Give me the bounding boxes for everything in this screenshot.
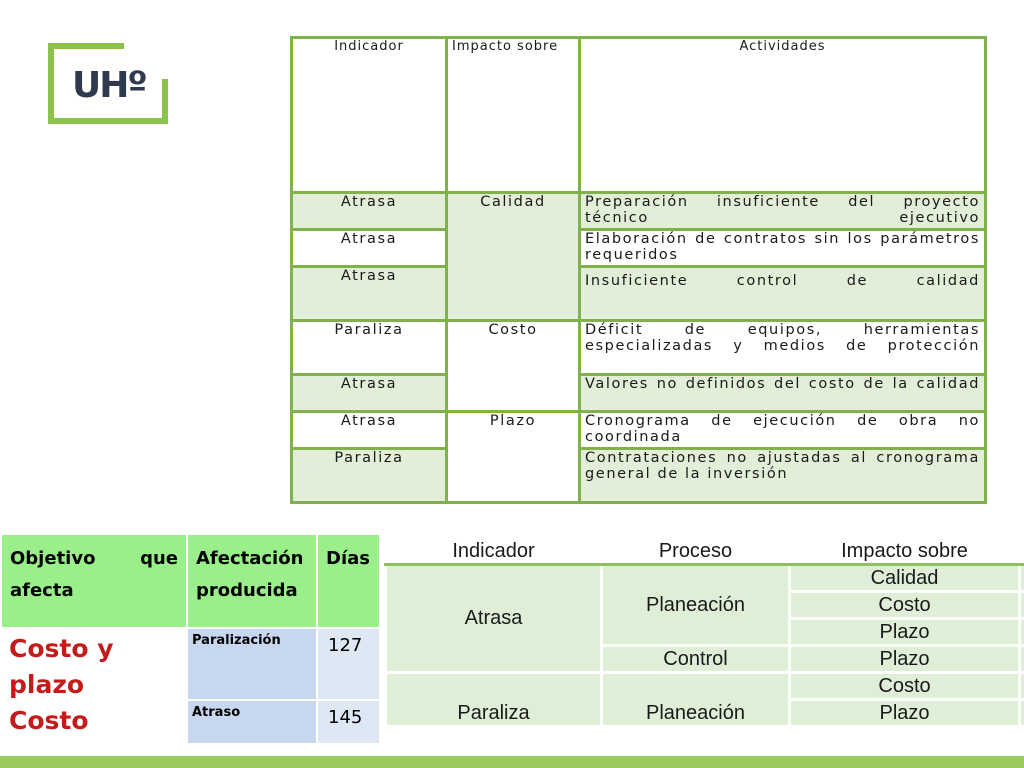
impacto-cell: Plazo <box>790 619 1020 646</box>
objective-line: Costo <box>9 706 89 735</box>
indicador-cell: Paraliza <box>292 449 447 503</box>
impacto-cell: Calidad <box>447 193 580 321</box>
dias-cell: 127 <box>317 628 380 700</box>
header-afectacion: Afectación producida <box>187 534 317 628</box>
objective-line: Costo y <box>9 634 114 663</box>
indicador-cell: Atrasa <box>292 230 447 267</box>
header-dias: Días <box>317 534 380 628</box>
table-row <box>292 321 986 375</box>
header-objetivo: Objetivo que afecta <box>1 534 187 628</box>
indicador-cell: Atrasa <box>292 375 447 412</box>
objective-cell <box>1 628 187 744</box>
process-table <box>384 536 1024 728</box>
header-proceso: Proceso <box>602 538 790 565</box>
header-impacto: Impacto sobre <box>447 38 580 193</box>
extra-cell <box>1020 646 1024 673</box>
table-row <box>292 449 986 503</box>
indicador-cell: Atrasa <box>292 193 447 230</box>
indicador-cell: Atrasa <box>292 267 447 321</box>
extra-cell <box>1020 565 1024 592</box>
table-row <box>292 375 986 412</box>
logo-text: UHº <box>72 65 146 106</box>
indicador-cell: Paraliza <box>386 673 602 727</box>
actividad-cell: Contrataciones no ajustadas al cronograma general de la inversión <box>580 449 986 503</box>
footer-bar <box>0 756 1024 768</box>
actividad-cell: Elaboración de contratos sin los parámetros requeridos <box>580 230 986 267</box>
table-row <box>292 267 986 321</box>
table-header-row <box>292 38 986 193</box>
actividad-cell: Insuficiente control de calidad <box>580 267 986 321</box>
proceso-cell: Planeación <box>602 565 790 646</box>
impacto-cell: Plazo <box>447 412 580 503</box>
header-actividades: Actividades <box>580 38 986 193</box>
header-impacto: Impacto sobre <box>790 538 1020 565</box>
indicador-cell: Atrasa <box>386 565 602 673</box>
indicador-cell: Paraliza <box>292 321 447 375</box>
header-extra <box>1020 538 1024 565</box>
proceso-cell: Planeación <box>602 673 790 727</box>
objective-line: plazo <box>9 670 85 699</box>
afectacion-cell: Atraso <box>187 700 317 744</box>
table-row <box>386 673 1024 700</box>
extra-cell <box>1020 700 1024 727</box>
table-row <box>292 193 986 230</box>
table-header-row <box>386 538 1024 565</box>
extra-cell <box>1020 673 1024 700</box>
dias-cell: 145 <box>317 700 380 744</box>
extra-cell <box>1020 619 1024 646</box>
impacto-cell: Calidad <box>790 565 1020 592</box>
table-row <box>292 412 986 449</box>
table-row <box>292 230 986 267</box>
objective-table <box>0 533 381 745</box>
proceso-cell: Control <box>602 646 790 673</box>
header-indicador: Indicador <box>386 538 602 565</box>
impacto-cell: Costo <box>790 592 1020 619</box>
uh-logo <box>48 43 162 124</box>
activities-table <box>290 36 987 504</box>
impacto-cell: Plazo <box>790 646 1020 673</box>
header-indicador: Indicador <box>292 38 447 193</box>
actividad-cell: Cronograma de ejecución de obra no coordinada <box>580 412 986 449</box>
extra-cell <box>1020 592 1024 619</box>
indicador-cell: Atrasa <box>292 412 447 449</box>
table-header-row <box>1 534 380 628</box>
table-row <box>1 628 380 700</box>
impacto-cell: Plazo <box>790 700 1020 727</box>
impacto-cell: Costo <box>447 321 580 412</box>
afectacion-cell: Paralización <box>187 628 317 700</box>
table-row <box>386 565 1024 592</box>
actividad-cell: Preparación insuficiente del proyecto técnico ejecutivo <box>580 193 986 230</box>
actividad-cell: Valores no definidos del costo de la calidad <box>580 375 986 412</box>
impacto-cell: Costo <box>790 673 1020 700</box>
actividad-cell: Déficit de equipos, herramientas especializadas y medios de protección <box>580 321 986 375</box>
